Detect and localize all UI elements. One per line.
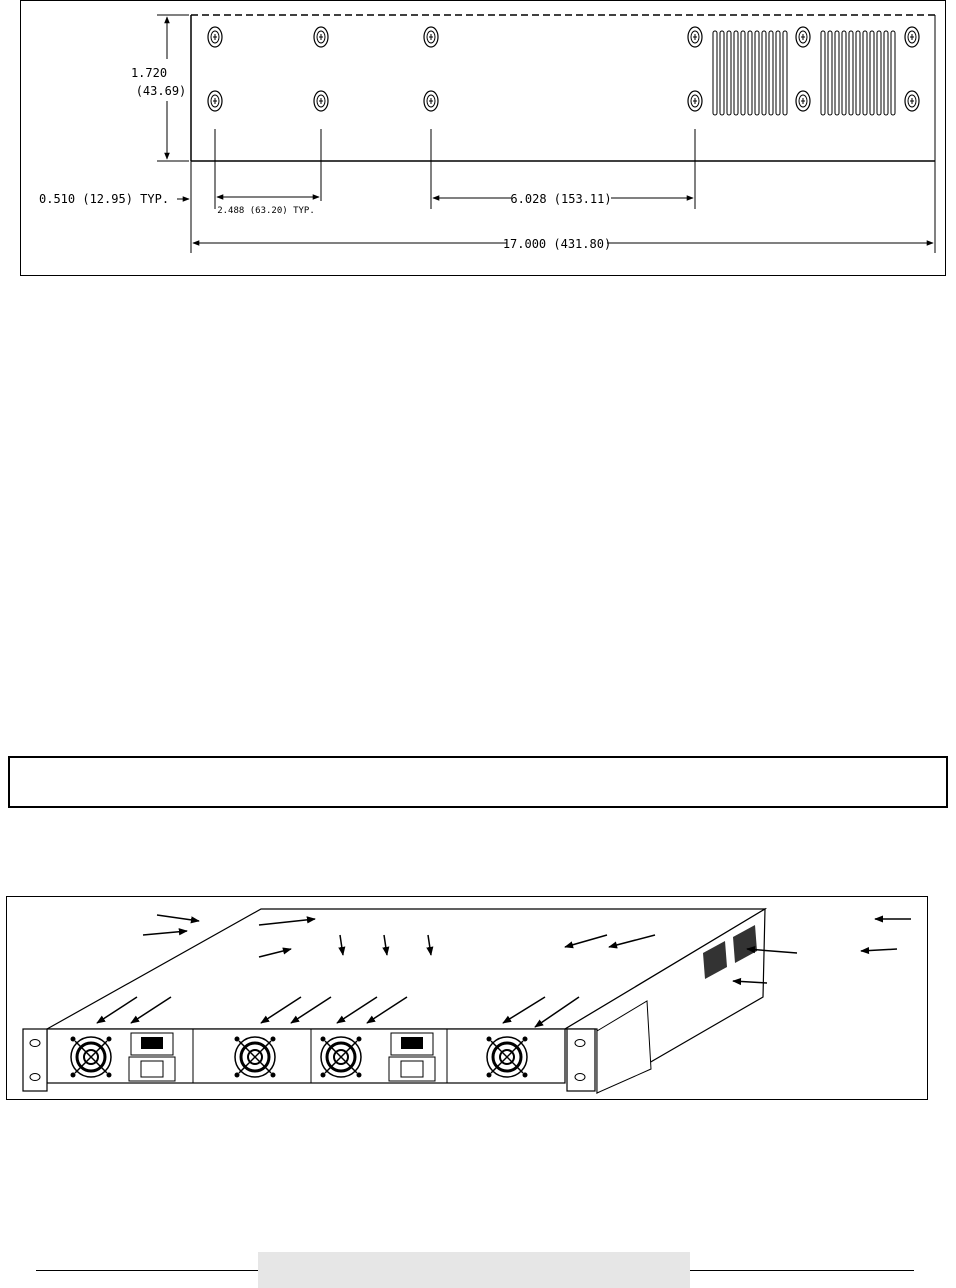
footer-rule-left: [36, 1270, 258, 1271]
callout-arrow: [861, 949, 897, 951]
footer-rule-right: [690, 1270, 914, 1271]
screw-hole: [688, 27, 702, 47]
vent-slot: [828, 31, 832, 115]
screw-hole: [208, 91, 222, 111]
vent-slot: [891, 31, 895, 115]
left-rack-ear: [23, 1029, 47, 1091]
rear-view-svg: [7, 897, 929, 1101]
fan-grille: [487, 1037, 528, 1078]
rocker-icon: [401, 1037, 423, 1049]
caption-box: [8, 756, 948, 808]
top-view-svg: [21, 1, 947, 277]
vent-slot: [769, 31, 773, 115]
footer-page-tab: [258, 1252, 690, 1288]
gap-dimension: [433, 190, 693, 206]
fan-grille: [71, 1037, 112, 1078]
vent-slot: [713, 31, 717, 115]
isometric-rear-view-drawing: [6, 896, 928, 1100]
screw-hole: [208, 27, 222, 47]
vent-slot: [877, 31, 881, 115]
vent-slot: [748, 31, 752, 115]
edge-offset-dimension: [39, 192, 189, 206]
screw-hole: [314, 91, 328, 111]
vent-slot: [884, 31, 888, 115]
vent-slot: [720, 31, 724, 115]
screw-hole: [314, 27, 328, 47]
height-inches-label: 1.720: [130, 66, 168, 80]
vent-slot: [727, 31, 731, 115]
vent-slot: [870, 31, 874, 115]
vent-slot: [856, 31, 860, 115]
pitch-label: 2.488 (63.20) TYP.: [217, 206, 315, 216]
height-mm-label: (43.69): [135, 84, 187, 98]
width-label: 17.000 (431.80): [502, 237, 612, 251]
vent-slot: [783, 31, 787, 115]
screw-hole-group: [208, 27, 919, 111]
vent-slot: [835, 31, 839, 115]
screw-hole: [796, 91, 810, 111]
vent-slot: [734, 31, 738, 115]
screw-hole: [905, 91, 919, 111]
rocker-icon: [141, 1037, 163, 1049]
pitch-dimension: [217, 197, 319, 216]
gap-label: 6.028 (153.11): [510, 192, 612, 206]
callout-arrow: [157, 915, 199, 921]
chassis-outline: [191, 15, 935, 161]
width-dimension: [193, 235, 933, 251]
screw-hole: [905, 27, 919, 47]
vent-slot: [762, 31, 766, 115]
vent-slot: [755, 31, 759, 115]
power-module-2: [389, 1033, 435, 1081]
vent-slot: [842, 31, 846, 115]
vent-slot: [863, 31, 867, 115]
vent-slot: [821, 31, 825, 115]
screw-hole: [424, 91, 438, 111]
vent-slot: [849, 31, 853, 115]
power-module-1: [129, 1033, 175, 1081]
right-rack-ear: [567, 1029, 595, 1091]
fan-grille: [235, 1037, 276, 1078]
screw-hole: [796, 27, 810, 47]
screw-hole: [424, 27, 438, 47]
vent-slot: [741, 31, 745, 115]
callout-arrow: [143, 931, 187, 935]
vent-slot: [776, 31, 780, 115]
height-dimension: [131, 15, 189, 161]
dimension-drawing-top-view: [20, 0, 946, 276]
edge-offset-label: 0.510 (12.95) TYP.: [39, 192, 170, 206]
vent-slots: [713, 31, 895, 115]
screw-hole: [688, 91, 702, 111]
fan-grille: [321, 1037, 362, 1078]
